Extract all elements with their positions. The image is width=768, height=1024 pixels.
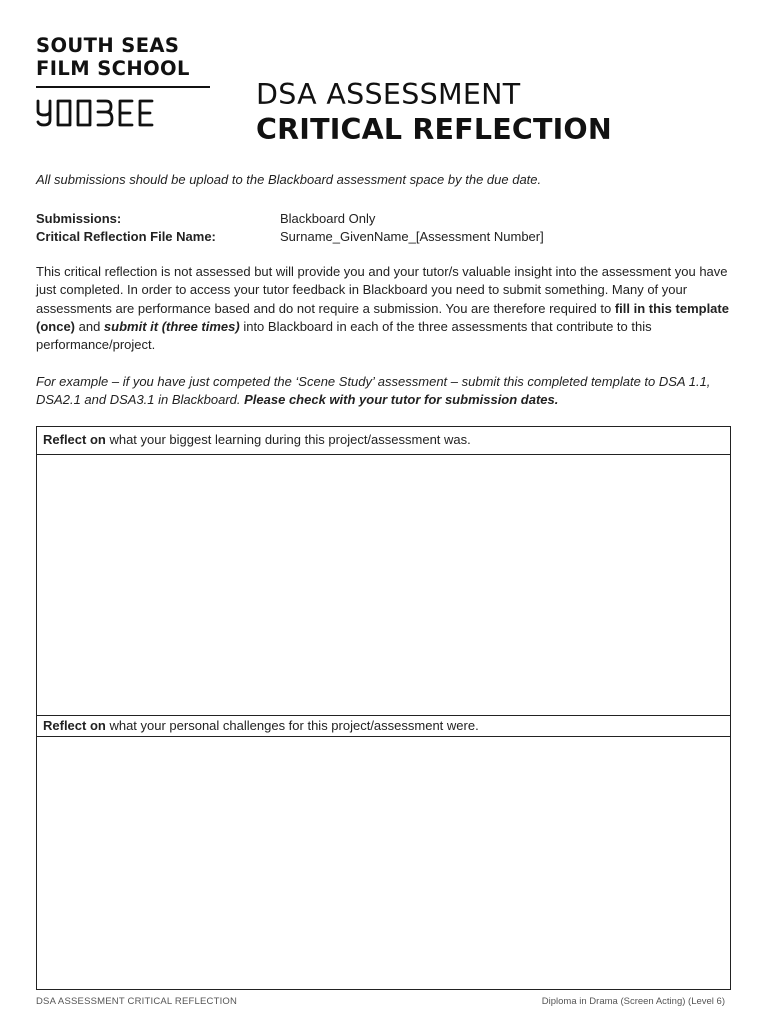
reflect-text: what your biggest learning during this project/assessment was. xyxy=(105,432,471,447)
instructions-bold1: fill in this template (once) xyxy=(36,300,729,334)
reflection-box-learning xyxy=(36,426,731,716)
intro-text: All submissions should be upload to the Blackboard assessment space by the due date. xyxy=(36,172,542,187)
school-name-line2: FILM SCHOOL xyxy=(36,57,190,80)
instructions-paragraph xyxy=(36,263,732,354)
filename-row xyxy=(36,228,544,246)
footer-document-name: DSA ASSESSMENT CRITICAL REFLECTION xyxy=(36,996,238,1007)
school-logo xyxy=(36,34,212,128)
yoobee-logo xyxy=(36,98,156,128)
reflect-text: what your personal challenges for this project/assessment were. xyxy=(105,718,479,733)
instructions-part1: This critical reflection is not assessed but will provide you and your tutor/s valuable insight into the assessment you have just completed. In order to access your tutor feedback in Blackboard you need to submit something. Many of your assessments are performance based and do not require a submission. You are therefore required to xyxy=(36,264,728,316)
reflect-label: Reflect on xyxy=(43,718,106,733)
school-name-line1: SOUTH SEAS xyxy=(36,34,180,57)
instructions-part3: into Blackboard in each of the three assessments that contribute to this performance/project. xyxy=(36,318,652,353)
submission-details xyxy=(36,210,544,246)
reflection-prompt-challenges xyxy=(37,714,730,737)
submissions-value: Blackboard Only xyxy=(280,211,376,226)
document-title xyxy=(256,78,612,148)
instructions-part2: and xyxy=(75,318,104,334)
example-text: For example – if you have just competed the ‘Scene Study’ assessment – submit this completed template to DSA 1.1, DSA2.1 and DSA3.1 in Blackboard. xyxy=(36,374,711,408)
example-paragraph xyxy=(36,373,732,410)
logo-divider xyxy=(36,86,210,88)
instructions-bold2: submit it (three times) xyxy=(103,318,240,334)
reflection-answer-area-learning[interactable] xyxy=(37,455,730,710)
submissions-label: Submissions: xyxy=(36,211,122,226)
reflection-box-challenges xyxy=(36,714,731,990)
example-bold: Please check with your tutor for submission dates. xyxy=(244,392,559,408)
reflection-prompt-learning xyxy=(37,427,730,455)
submissions-row xyxy=(36,210,544,228)
reflect-label: Reflect on xyxy=(43,432,106,447)
reflection-answer-area-challenges[interactable] xyxy=(37,737,730,987)
filename-value: Surname_GivenName_[Assessment Number] xyxy=(280,229,544,244)
title-line1: DSA ASSESSMENT xyxy=(256,78,521,111)
title-line2: CRITICAL REFLECTION xyxy=(256,113,612,146)
footer-course-name: Diploma in Drama (Screen Acting) (Level 6) xyxy=(541,996,725,1007)
filename-label: Critical Reflection File Name: xyxy=(36,229,216,244)
